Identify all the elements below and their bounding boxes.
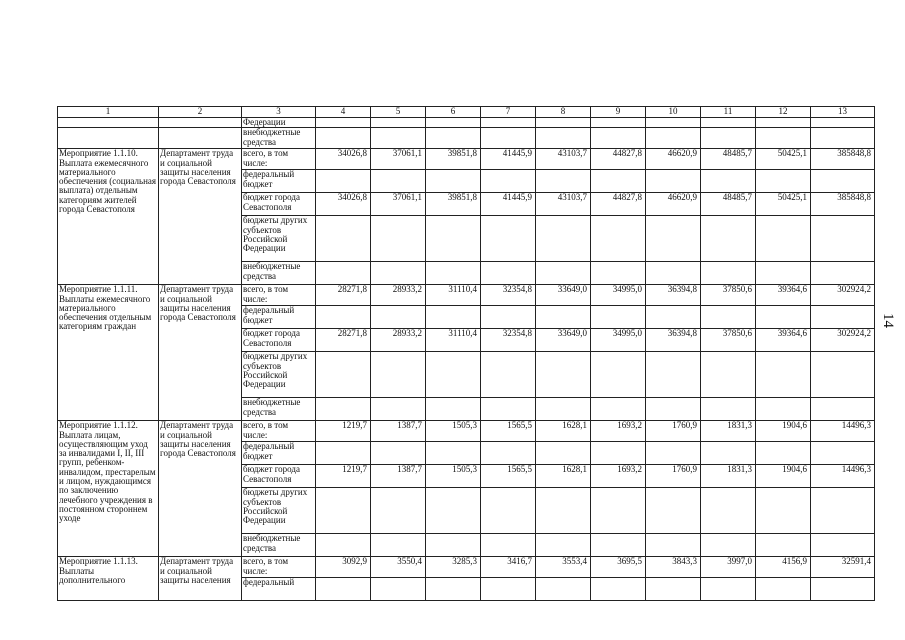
value-cell [316, 534, 371, 557]
value-cell: 34995,0 [591, 329, 646, 352]
value-cell [756, 262, 811, 285]
dept-cell: Департамент труда и социальной защиты населения города Севастополя [159, 149, 242, 285]
value-cell [481, 216, 536, 262]
value-cell [756, 306, 811, 329]
value-cell: 1904,6 [756, 465, 811, 488]
value-cell [756, 118, 811, 128]
value-cell: 28271,8 [316, 285, 371, 306]
value-cell [426, 170, 481, 193]
value-cell [756, 578, 811, 601]
value-cell: 302924,2 [811, 285, 875, 306]
source-cell: внебюджетные средства [242, 262, 316, 285]
value-cell [316, 578, 371, 601]
value-cell [316, 352, 371, 398]
value-cell: 32591,4 [811, 557, 875, 578]
value-cell: 1565,5 [481, 421, 536, 442]
value-cell [536, 488, 591, 534]
value-cell [316, 442, 371, 465]
value-cell [536, 170, 591, 193]
event-cell: Мероприятие 1.1.12. Выплата лицам, осуществляющим уход за инвалидами I, II, III групп, ребенком-инвалидом, престарелым и лицом, нуждающимся по заключению лечебного учреждения в постоянном стороннем уходе [58, 421, 159, 557]
value-cell: 1904,6 [756, 421, 811, 442]
value-cell: 43103,7 [536, 149, 591, 170]
value-cell [811, 534, 875, 557]
source-cell: бюджет города Севастополя [242, 193, 316, 216]
value-cell [316, 262, 371, 285]
value-cell [811, 442, 875, 465]
value-cell: 1565,5 [481, 465, 536, 488]
source-cell: федеральный бюджет [242, 306, 316, 329]
dept-cell [159, 118, 242, 128]
value-cell [426, 488, 481, 534]
value-cell: 33649,0 [536, 285, 591, 306]
value-cell [811, 170, 875, 193]
value-cell [536, 352, 591, 398]
value-cell: 46620,9 [646, 193, 701, 216]
value-cell [646, 398, 701, 421]
dept-cell: Департамент труда и социальной защиты населения города Севастополя [159, 421, 242, 557]
value-cell: 46620,9 [646, 149, 701, 170]
value-cell [701, 216, 756, 262]
value-cell [426, 442, 481, 465]
value-cell [426, 216, 481, 262]
value-cell [371, 170, 426, 193]
value-cell [646, 118, 701, 128]
table-row [58, 128, 875, 149]
value-cell [481, 578, 536, 601]
value-cell: 37061,1 [371, 193, 426, 216]
dept-cell: Департамент труда и социальной защиты населения [159, 557, 242, 601]
value-cell: 28933,2 [371, 329, 426, 352]
value-cell [811, 216, 875, 262]
value-cell: 3843,3 [646, 557, 701, 578]
value-cell: 31110,4 [426, 329, 481, 352]
value-cell [481, 170, 536, 193]
dept-cell [159, 128, 242, 149]
source-cell: федеральный [242, 578, 316, 601]
value-cell: 385848,8 [811, 193, 875, 216]
value-cell [701, 118, 756, 128]
value-cell [536, 118, 591, 128]
value-cell [371, 262, 426, 285]
value-cell [701, 128, 756, 149]
value-cell: 48485,7 [701, 193, 756, 216]
value-cell [646, 352, 701, 398]
value-cell [591, 352, 646, 398]
value-cell: 1505,3 [426, 421, 481, 442]
value-cell [481, 128, 536, 149]
value-cell: 44827,8 [591, 193, 646, 216]
value-cell [536, 398, 591, 421]
table-row [58, 118, 875, 128]
value-cell [591, 442, 646, 465]
value-cell: 3997,0 [701, 557, 756, 578]
value-cell [811, 578, 875, 601]
value-cell: 1831,3 [701, 465, 756, 488]
value-cell [481, 262, 536, 285]
budget-table [57, 106, 875, 601]
value-cell: 41445,9 [481, 149, 536, 170]
value-cell [371, 534, 426, 557]
source-cell: федеральный бюджет [242, 442, 316, 465]
value-cell [646, 534, 701, 557]
header-cell: 9 [591, 107, 646, 118]
value-cell [536, 578, 591, 601]
dept-cell: Департамент труда и социальной защиты населения города Севастополя [159, 285, 242, 421]
header-cell: 1 [58, 107, 159, 118]
value-cell [591, 216, 646, 262]
value-cell: 39364,6 [756, 329, 811, 352]
value-cell: 1219,7 [316, 421, 371, 442]
source-cell: всего, в том числе: [242, 149, 316, 170]
value-cell: 37061,1 [371, 149, 426, 170]
header-cell: 8 [536, 107, 591, 118]
value-cell [316, 306, 371, 329]
header-cell: 3 [242, 107, 316, 118]
value-cell [646, 442, 701, 465]
value-cell [316, 488, 371, 534]
value-cell [536, 216, 591, 262]
value-cell [591, 118, 646, 128]
table-row [58, 421, 875, 442]
value-cell: 1831,3 [701, 421, 756, 442]
value-cell [646, 306, 701, 329]
value-cell: 39851,8 [426, 193, 481, 216]
value-cell [646, 488, 701, 534]
value-cell: 3553,4 [536, 557, 591, 578]
value-cell [756, 488, 811, 534]
value-cell [701, 488, 756, 534]
source-cell: внебюджетные средства [242, 398, 316, 421]
value-cell [536, 534, 591, 557]
value-cell [701, 442, 756, 465]
value-cell [756, 398, 811, 421]
value-cell [481, 306, 536, 329]
value-cell [426, 118, 481, 128]
value-cell: 14496,3 [811, 465, 875, 488]
source-cell: всего, в том числе: [242, 557, 316, 578]
value-cell: 36394,8 [646, 329, 701, 352]
value-cell [481, 534, 536, 557]
source-cell: бюджеты других субъектов Российской Федерации [242, 216, 316, 262]
value-cell [371, 488, 426, 534]
value-cell: 32354,8 [481, 329, 536, 352]
value-cell [756, 442, 811, 465]
value-cell [316, 128, 371, 149]
value-cell [536, 306, 591, 329]
value-cell [426, 352, 481, 398]
value-cell: 32354,8 [481, 285, 536, 306]
table-row [58, 557, 875, 578]
value-cell: 41445,9 [481, 193, 536, 216]
value-cell: 50425,1 [756, 193, 811, 216]
header-cell: 11 [701, 107, 756, 118]
value-cell [481, 398, 536, 421]
header-cell: 2 [159, 107, 242, 118]
value-cell: 1387,7 [371, 465, 426, 488]
value-cell [646, 216, 701, 262]
source-cell: Федерации [242, 118, 316, 128]
value-cell [316, 398, 371, 421]
value-cell: 3092,9 [316, 557, 371, 578]
value-cell: 1760,9 [646, 465, 701, 488]
value-cell [756, 128, 811, 149]
value-cell [371, 352, 426, 398]
source-cell: внебюджетные средства [242, 534, 316, 557]
value-cell [646, 262, 701, 285]
header-cell: 6 [426, 107, 481, 118]
value-cell [481, 352, 536, 398]
value-cell: 302924,2 [811, 329, 875, 352]
value-cell: 1219,7 [316, 465, 371, 488]
value-cell [371, 442, 426, 465]
value-cell: 33649,0 [536, 329, 591, 352]
event-cell [58, 128, 159, 149]
source-cell: внебюджетные средства [242, 128, 316, 149]
value-cell: 28933,2 [371, 285, 426, 306]
event-cell: Мероприятие 1.1.11. Выплаты ежемесячного материального обеспечения отдельным категориям граждан [58, 285, 159, 421]
value-cell [371, 118, 426, 128]
value-cell [591, 488, 646, 534]
value-cell: 34995,0 [591, 285, 646, 306]
source-cell: бюджеты других субъектов Российской Федерации [242, 488, 316, 534]
value-cell: 39851,8 [426, 149, 481, 170]
value-cell: 1505,3 [426, 465, 481, 488]
source-cell: всего, в том числе: [242, 421, 316, 442]
value-cell [426, 306, 481, 329]
value-cell [536, 442, 591, 465]
value-cell [426, 128, 481, 149]
value-cell [591, 578, 646, 601]
source-cell: бюджет города Севастополя [242, 329, 316, 352]
value-cell: 1760,9 [646, 421, 701, 442]
value-cell: 3285,3 [426, 557, 481, 578]
value-cell [316, 216, 371, 262]
header-cell: 7 [481, 107, 536, 118]
value-cell [646, 128, 701, 149]
value-cell [701, 262, 756, 285]
value-cell [811, 128, 875, 149]
header-cell: 12 [756, 107, 811, 118]
table-row [58, 149, 875, 170]
value-cell [591, 262, 646, 285]
value-cell: 34026,8 [316, 193, 371, 216]
value-cell [701, 170, 756, 193]
value-cell: 1628,1 [536, 465, 591, 488]
value-cell: 14496,3 [811, 421, 875, 442]
value-cell: 4156,9 [756, 557, 811, 578]
value-cell: 36394,8 [646, 285, 701, 306]
value-cell: 34026,8 [316, 149, 371, 170]
value-cell [316, 170, 371, 193]
source-cell: бюджет города Севастополя [242, 465, 316, 488]
value-cell [811, 398, 875, 421]
value-cell [536, 262, 591, 285]
header-cell: 5 [371, 107, 426, 118]
value-cell [426, 398, 481, 421]
value-cell [481, 488, 536, 534]
value-cell: 3695,5 [591, 557, 646, 578]
value-cell [536, 128, 591, 149]
value-cell: 3550,4 [371, 557, 426, 578]
header-cell: 13 [811, 107, 875, 118]
value-cell [371, 398, 426, 421]
header-cell: 10 [646, 107, 701, 118]
value-cell: 43103,7 [536, 193, 591, 216]
value-cell [481, 442, 536, 465]
value-cell [811, 306, 875, 329]
value-cell [591, 128, 646, 149]
source-cell: федеральный бюджет [242, 170, 316, 193]
value-cell: 50425,1 [756, 149, 811, 170]
value-cell [756, 170, 811, 193]
value-cell [701, 352, 756, 398]
value-cell [371, 306, 426, 329]
value-cell [701, 534, 756, 557]
value-cell [316, 118, 371, 128]
value-cell [591, 398, 646, 421]
value-cell [701, 398, 756, 421]
value-cell [811, 262, 875, 285]
event-cell: Мероприятие 1.1.10. Выплата ежемесячного материального обеспечения (социальная выплата) отдельным категориям жителей города Севастополя [58, 149, 159, 285]
value-cell: 37850,6 [701, 329, 756, 352]
value-cell [756, 534, 811, 557]
value-cell [426, 534, 481, 557]
value-cell: 1628,1 [536, 421, 591, 442]
value-cell [426, 578, 481, 601]
value-cell [371, 578, 426, 601]
source-cell: бюджеты других субъектов Российской Федерации [242, 352, 316, 398]
value-cell: 1693,2 [591, 421, 646, 442]
value-cell [701, 306, 756, 329]
value-cell [426, 262, 481, 285]
value-cell [811, 352, 875, 398]
value-cell: 44827,8 [591, 149, 646, 170]
header-cell: 4 [316, 107, 371, 118]
value-cell [591, 170, 646, 193]
value-cell [646, 170, 701, 193]
value-cell [646, 578, 701, 601]
value-cell: 37850,6 [701, 285, 756, 306]
value-cell: 48485,7 [701, 149, 756, 170]
value-cell [756, 352, 811, 398]
table-body [58, 107, 875, 601]
header-row [58, 107, 875, 118]
value-cell [811, 118, 875, 128]
value-cell [481, 118, 536, 128]
value-cell: 385848,8 [811, 149, 875, 170]
value-cell: 28271,8 [316, 329, 371, 352]
value-cell [371, 216, 426, 262]
table-row [58, 285, 875, 306]
value-cell: 31110,4 [426, 285, 481, 306]
event-cell: Мероприятие 1.1.13. Выплаты дополнительного [58, 557, 159, 601]
source-cell: всего, в том числе: [242, 285, 316, 306]
value-cell: 39364,6 [756, 285, 811, 306]
value-cell [591, 534, 646, 557]
value-cell [701, 578, 756, 601]
value-cell: 1693,2 [591, 465, 646, 488]
value-cell [591, 306, 646, 329]
value-cell [811, 488, 875, 534]
value-cell: 3416,7 [481, 557, 536, 578]
value-cell: 1387,7 [371, 421, 426, 442]
event-cell [58, 118, 159, 128]
value-cell [371, 128, 426, 149]
value-cell [756, 216, 811, 262]
page-number: 14 [880, 313, 896, 328]
